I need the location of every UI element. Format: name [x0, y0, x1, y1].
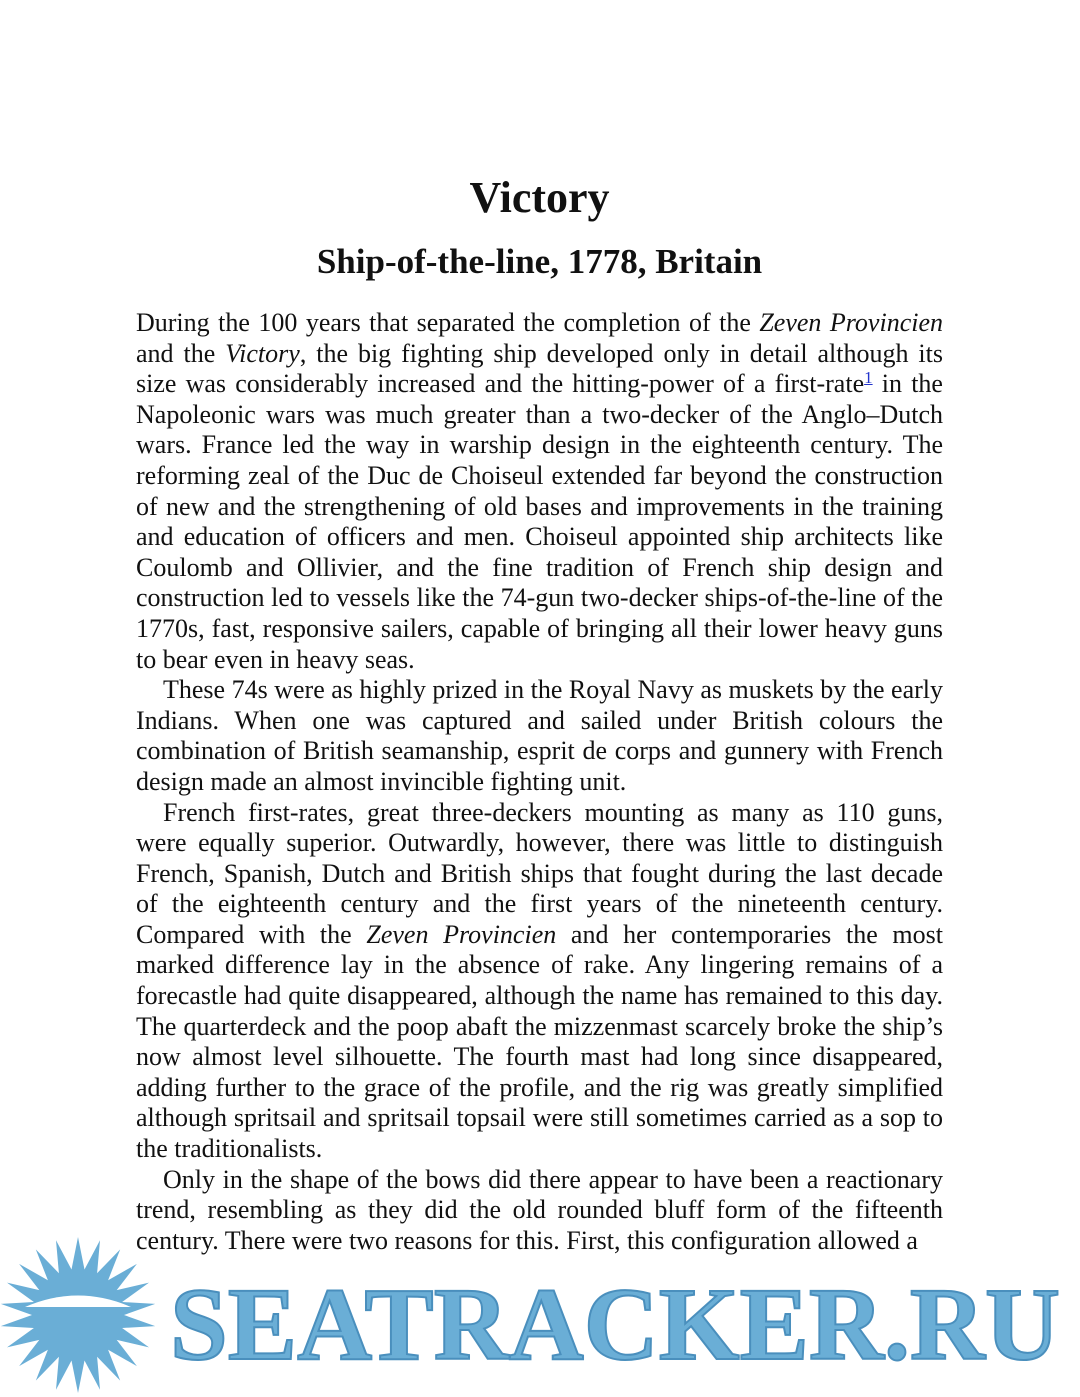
page-content [136, 168, 943, 1256]
page-title: Victory [469, 173, 610, 222]
paragraph-3-text-a: French first-rates, great three-deckers mounting as many as 110 guns, were equally superior. Outwardly, however, there was little to distinguish French, Spanish, Dutch and British ships that fought during the last decade of the eighteenth century and the first years of the nineteenth century. Compared with the [136, 797, 943, 949]
paragraph-3 [136, 798, 943, 1165]
paragraph-1-text-a: During the 100 years that separated the completion of the [136, 308, 760, 337]
footnote-link[interactable]: 1 [864, 368, 873, 388]
paragraph-2: These 74s were as highly prized in the Royal Navy as muskets by the early Indians. When one was captured and sailed under British colours the combination of British seamanship, esprit de corps and gunnery with French design made an almost invincible fighting unit. [136, 675, 943, 796]
sun-icon [1, 1237, 155, 1393]
ship-name-zeven-provincien: Zeven Provincien [759, 308, 944, 337]
footnote-ref [864, 368, 873, 387]
page-subtitle: Ship-of-the-line, 1778, Britain [316, 242, 763, 281]
paragraph-1-text-d: in the Napoleonic wars was much greater than a two-decker of the Anglo–Dutch wars. France led the way in warship design in the eighteenth century. The reforming zeal of the Duc de Choiseul extended far beyond the construction of new and the strengthening of old bases and improvements in the training and education of officers and men. Choiseul appointed ship architects like Coulomb and Ollivier, and the fine tradition of French ship design and construction led to vessels like the 74-gun two-decker ships-of-the-line of the 1770s, fast, responsive sailers, capable of bringing all their lower heavy guns to bear even in heavy seas. [136, 369, 943, 674]
paragraph-3-text-b: and her contemporaries the most marked difference lay in the absence of rake. Any lingering remains of a forecastle had quite disappeared, although the name has remained to this day. The quarterdeck and the poop abaft the mizzenmast scarcely broke the ship’s now almost level silhouette. The fourth mast had long since disappeared, adding further to the grace of the profile, and the rig was greatly simplified although spritsail and spritsail topsail were still sometimes carried as a sop to the traditionalists. [136, 919, 943, 1164]
paragraph-1-text-b: and the [136, 338, 226, 368]
watermark-text: SEATRACKER.RU [170, 1267, 1060, 1382]
article-body [136, 308, 943, 1256]
ship-name-zeven-provincien: Zeven Provincien [366, 919, 557, 949]
paragraph-4: Only in the shape of the bows did there appear to have been a reactionary trend, resembling as they did the old rounded bluff form of the fifteenth century. There were two reasons for this. First, this configuration allowed a [136, 1164, 943, 1255]
paragraph-1 [136, 308, 943, 675]
paragraph-1-text-c: , the big fighting ship developed only in detail although its size was considerably increased and the hitting-power of a first-rate [136, 338, 943, 399]
ship-name-victory: Victory [225, 338, 300, 368]
watermark [0, 1236, 1080, 1397]
